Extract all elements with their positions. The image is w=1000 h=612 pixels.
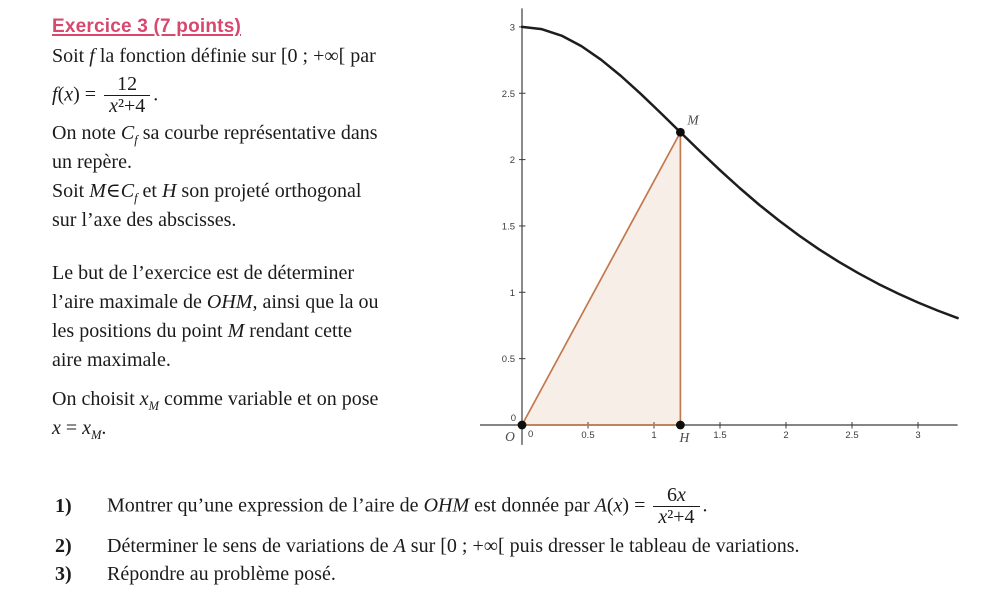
origin-label: O [505,429,515,444]
point-label-H: H [679,430,690,445]
variable-line-1: On choisit $x_M$ comme variable et on pose [52,388,379,414]
question-1 [55,485,990,528]
element-of-symbol: ∈ [105,180,121,203]
intro-line-1: Soit f la fonction définie sur [0 ; +∞[ par [52,45,376,67]
graph-svg [480,0,1000,470]
question-3-number: 3) [55,563,72,586]
intro-line-5: Soit $M\in C_f$ et H son projeté orthogonal [52,180,362,206]
goal-line-3: les positions du point M rendant cette [52,320,352,343]
question-2-text: Déterminer le sens de variations de A sur [0 ; +∞[ puis dresser le tableau de variations. [107,535,800,558]
y-tick-label: 1.5 [501,221,515,233]
question-2 [55,533,990,559]
x-tick-label: 1 [651,430,657,441]
spacer [52,375,488,385]
variable-line-2: $x = x_M$. [52,417,107,443]
y-tick-label: 3 [509,22,515,34]
question-3-text: Répondre au problème posé. [107,563,336,586]
y-zero-label: 0 [510,413,516,424]
fraction-6x-over-x2plus4: $\frac{6x}{\text{x²+4}}$ [653,485,699,528]
question-3 [55,561,990,587]
y-tick-label: 1 [509,287,515,299]
goal-line-2: l’aire maximale de OHM, ainsi que la ou [52,291,379,314]
x-zero-label: 0 [528,429,534,440]
curve-symbol: C [120,180,135,203]
curve-f [522,27,958,318]
x-tick-label: 2 [783,430,789,441]
x-tick-label: 3 [915,430,921,441]
curve-symbol: C [120,122,135,145]
goal-line-1: Le but de l’exercice est de déterminer [52,262,355,285]
intro-line-6: sur l’axe des abscisses. [52,209,237,232]
y-tick-label: 2.5 [501,88,515,100]
point-label-M: M [687,112,699,128]
goal-line-4: aire maximale. [52,349,171,372]
point-dot-O [518,421,527,430]
y-tick-label: 2 [509,155,515,167]
intro-line-4: un repère. [52,151,132,174]
x-tick-label: 1.5 [713,430,727,441]
fraction-12-over-x2plus4: $\frac{12}{\text{x²+4}}$ [104,74,150,117]
function-graph [480,0,1000,470]
triangle-ohm [522,132,680,425]
point-dot-H [676,421,685,430]
question-1-text: Montrer qu’une expression de l’aire de OHM est donnée par A(x) = $\frac{6x}{\text{x²+4}}$ . [107,484,708,529]
spacer [52,235,488,259]
y-tick-label: 0.5 [501,354,515,366]
exercise-title: Exercice 3 (7 points) [52,16,241,37]
function-definition-formula: f(x) = $\frac{12}{\text{x²+4}}$ . [52,73,159,118]
point-dot-M [676,128,685,137]
question-1-number: 1) [55,495,72,518]
question-2-number: 2) [55,535,72,558]
questions-list [55,485,990,587]
intro-line-3: On note $C_f$ sa courbe représentative dans [52,122,378,148]
statement-column [52,14,488,443]
x-tick-label: 0.5 [581,430,595,441]
x-tick-label: 2.5 [845,430,859,441]
